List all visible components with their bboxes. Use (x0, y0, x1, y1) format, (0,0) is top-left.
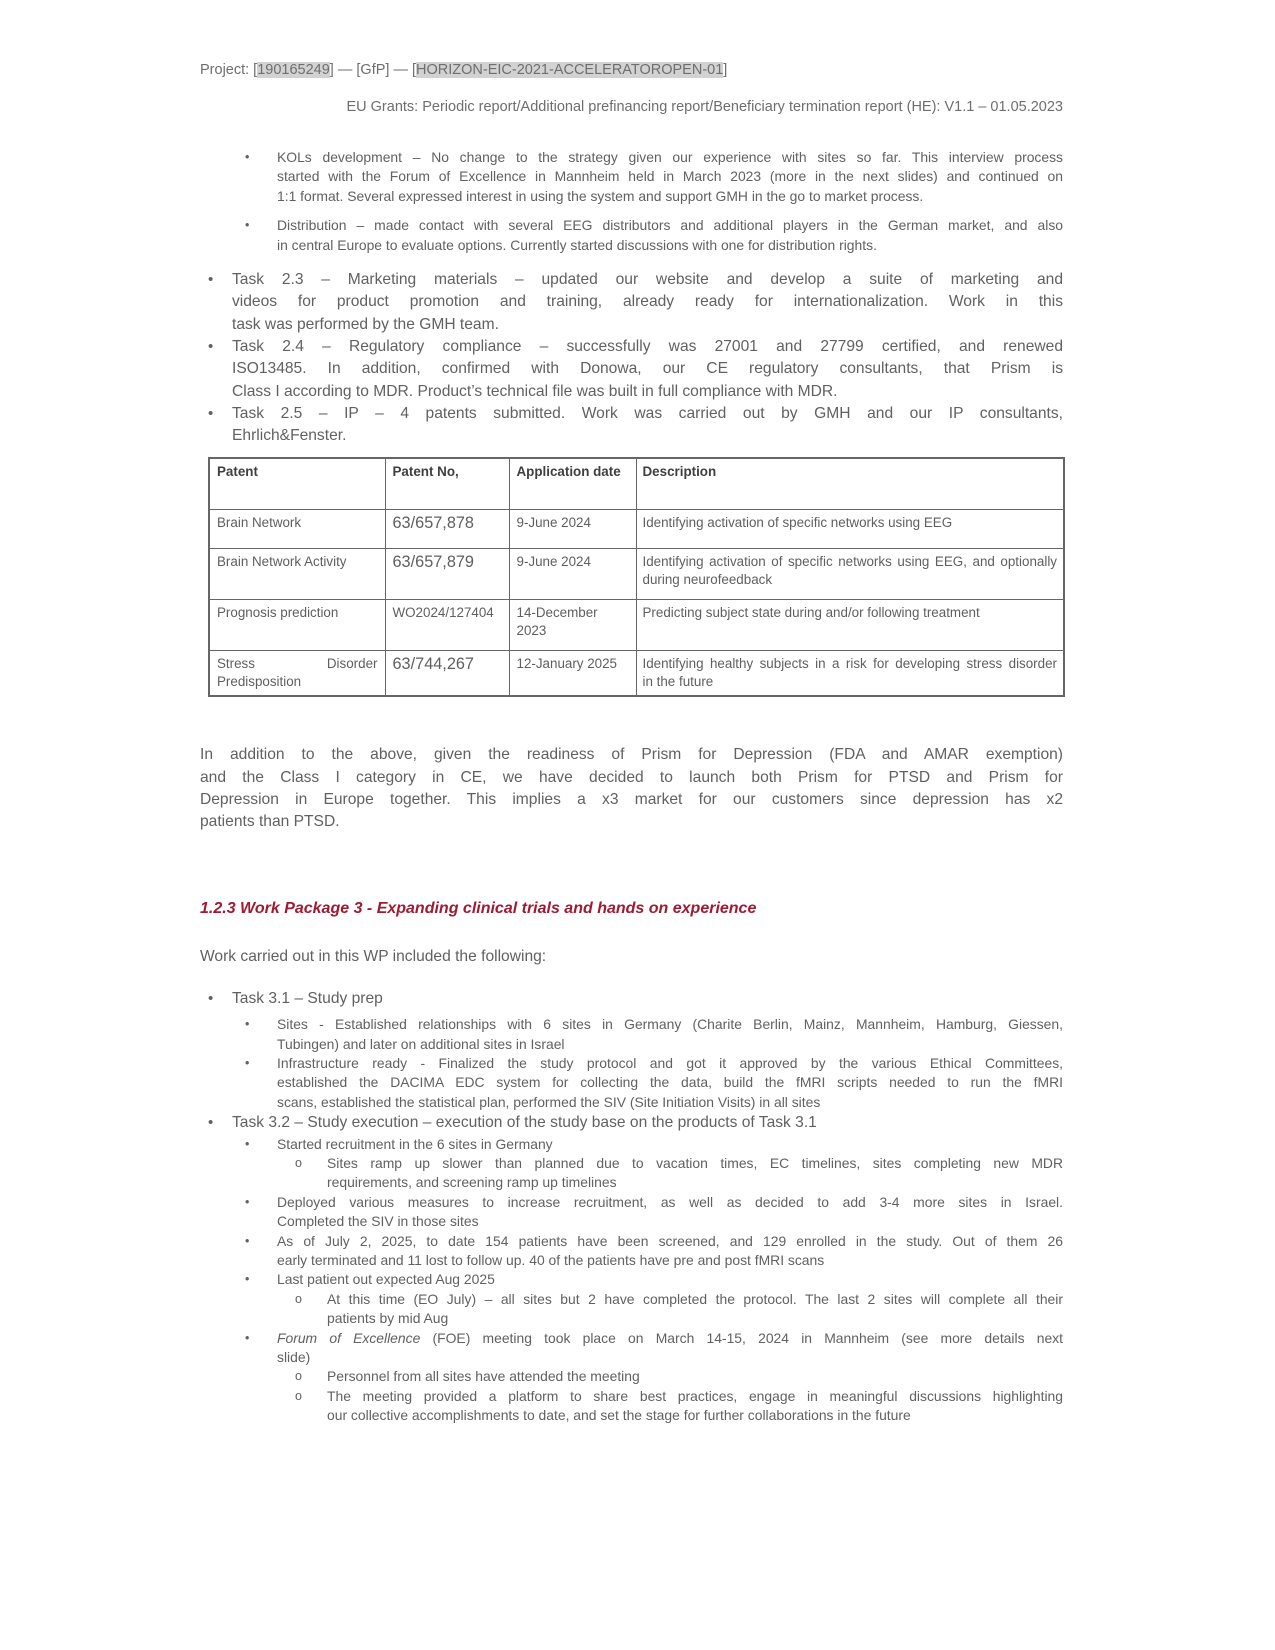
patent-no-cell: 63/744,267 (385, 651, 509, 697)
list-item-foe-meeting (200, 1329, 1063, 1368)
application-date-cell: 9-June 2024 (509, 549, 636, 600)
table-row (209, 510, 1064, 549)
bullet-icon: • (208, 271, 214, 289)
conclusion-paragraph (200, 744, 1063, 833)
list-item-meeting-platform (200, 1387, 1063, 1426)
header-separator: ] — [ (329, 62, 361, 78)
foe-italic-lead: Forum of Excellence (277, 1329, 421, 1346)
call-id-highlight: HORIZON-EIC-2021-ACCELERATOROPEN-01 (416, 62, 724, 78)
patent-cell (209, 651, 385, 697)
project-acronym: GfP (360, 62, 386, 78)
text-line: Depression in Europe together. This implies a x3 market for our customers since depression has x2 (200, 791, 1063, 808)
text-line: Ehrlich&Fenster. (232, 427, 347, 445)
text-line: in the future (642, 673, 714, 689)
text-line: task was performed by the GMH team. (232, 315, 499, 333)
application-date-cell: 14-December 2023 (509, 600, 636, 651)
list-item-personnel (200, 1367, 1063, 1386)
bullet-icon: • (245, 150, 250, 164)
patent-no-cell: WO2024/127404 (385, 600, 509, 651)
task-title: Task 3.1 – Study prep (232, 989, 383, 1007)
text-line: in central Europe to evaluate options. Currently started discussions with one for distribution rights. (277, 236, 877, 253)
wp3-intro: Work carried out in this WP included the following: (200, 947, 547, 965)
application-date-cell: 12-January 2025 (509, 651, 636, 697)
bullet-icon: • (245, 1136, 250, 1151)
text-line: Predicting subject state during and/or following treatment (642, 605, 980, 621)
list-item-task-3-1 (200, 988, 1063, 1010)
text-line: At this time (EO July) – all sites but 2 have completed the protocol. The last 2 sites will complete all their (327, 1290, 1063, 1307)
table-row (209, 600, 1064, 651)
list-text: Last patient out expected Aug 2025 (277, 1271, 495, 1288)
list-item-task-3-2 (200, 1112, 1063, 1134)
list-item-at-this-time (200, 1290, 1063, 1329)
description-cell (636, 651, 1064, 697)
description-cell (636, 600, 1064, 651)
table-header-row (209, 458, 1064, 510)
project-label: Project: [ (200, 62, 258, 78)
patent-cell: Prognosis prediction (209, 600, 385, 651)
bullet-icon: • (245, 1272, 250, 1287)
circle-bullet-icon: o (295, 1369, 302, 1384)
project-number-highlight: 190165249 (257, 62, 330, 78)
list-text (232, 403, 1063, 448)
patent-cell: Brain Network (209, 510, 385, 549)
text-line: Completed the SIV in those sites (277, 1213, 479, 1230)
table-header-patent: Patent (209, 458, 385, 510)
bullet-icon: • (208, 404, 214, 422)
text-line: Infrastructure ready - Finalized the study protocol and got it approved by the various Ethical Committees, (277, 1055, 1063, 1071)
list-item-sites-ramp (200, 1154, 1063, 1193)
header-separator: ] — [ (385, 62, 417, 78)
text-line: Sites ramp up slower than planned due to vacation times, EC timelines, sites completing new MDR (327, 1154, 1063, 1171)
list-item-last-patient (200, 1270, 1063, 1289)
list-text (327, 1154, 1063, 1193)
bullet-icon: • (245, 218, 250, 233)
text-line: The meeting provided a platform to share best practices, engage in meaningful discussions highlighting (327, 1387, 1063, 1404)
text-line: patients by mid Aug (327, 1310, 449, 1327)
list-text (277, 1193, 1063, 1232)
list-item-started-recruitment (200, 1135, 1063, 1154)
text-line: Stress Disorder (217, 656, 378, 672)
list-item-task-2-3 (200, 269, 1063, 336)
list-item-task-2-4 (200, 336, 1063, 403)
text-line: ISO13485. In addition, confirmed with Donowa, our CE regulatory consultants, that Prism is (232, 360, 1063, 378)
application-date-cell: 9-June 2024 (509, 510, 636, 549)
list-text (277, 1015, 1063, 1054)
bullet-icon: • (208, 989, 214, 1007)
text-line: Predisposition (217, 673, 302, 689)
text-line: our collective accomplishments to date, and set the stage for further collaborations in the future (327, 1407, 911, 1424)
text-line: Identifying activation of specific networks using EEG, and optionally (642, 554, 1057, 570)
list-text (277, 148, 1063, 206)
text-line (277, 1329, 1063, 1348)
list-item-task-2-5 (200, 403, 1063, 448)
text-line: Sites - Established relationships with 6 sites in Germany (Charite Berlin, Mainz, Mannheim, Hamburg, Giessen, (277, 1016, 1063, 1033)
bullet-icon: • (245, 1194, 250, 1209)
bullet-icon: • (245, 1056, 250, 1070)
patent-no-cell: 63/657,879 (385, 549, 509, 600)
description-cell (636, 549, 1064, 600)
list-text (327, 1290, 1063, 1329)
bullet-icon: • (245, 1330, 250, 1345)
text-line: 1:1 format. Several expressed interest in using the system and support GMH in the go to market process. (277, 187, 924, 204)
text-line: Distribution – made contact with several EEG distributors and additional players in the German market, and also (277, 217, 1063, 234)
text-line: Class I according to MDR. Product’s technical file was built in full compliance with MDR. (232, 382, 838, 400)
bullet-icon: • (208, 337, 214, 355)
text-line: started with the Forum of Excellence in Mannheim held in March 2023 (more in the next slides) and continued on (277, 168, 1063, 185)
table-header-description: Description (636, 458, 1064, 510)
list-item-as-of-july (200, 1232, 1063, 1271)
list-item-sites (200, 1015, 1063, 1054)
task-title: Task 3.2 – Study execution – execution of the study base on the products of Task 3.1 (232, 1114, 817, 1132)
text-line: requirements, and screening ramp up timelines (327, 1174, 617, 1191)
text-line: Identifying activation of specific networks using EEG (642, 515, 953, 531)
text-line: and the Class I category in CE, we have decided to launch both Prism for PTSD and Prism for (200, 768, 1063, 786)
circle-bullet-icon: o (295, 1155, 302, 1170)
list-text (232, 269, 1063, 336)
text-line: KOLs development – No change to the strategy given our experience with sites so far. This interview process (277, 149, 1063, 165)
list-item-distribution (200, 216, 1063, 255)
text-line: during neurofeedback (642, 571, 773, 587)
document-content (200, 0, 1063, 1426)
text-line: As of July 2, 2025, to date 154 patients have been screened, and 129 enrolled in the study. Out of them 26 (277, 1232, 1063, 1249)
list-text (277, 1232, 1063, 1271)
list-text (277, 216, 1063, 255)
text-line: In addition to the above, given the readiness of Prism for Depression (FDA and AMAR exemption) (200, 746, 1063, 764)
text-line: Tubingen) and later on additional sites in Israel (277, 1035, 565, 1052)
text-line: videos for product promotion and training, already ready for internationalization. Work in this (232, 293, 1063, 311)
table-header-patent-no: Patent No, (385, 458, 509, 510)
list-item-kols (200, 148, 1063, 206)
list-text: Started recruitment in the 6 sites in Germany (277, 1135, 553, 1152)
wp3-section-heading: 1.2.3 Work Package 3 - Expanding clinical trials and hands on experience (200, 899, 757, 917)
text-line: Task 2.3 – Marketing materials – updated our website and develop a suite of marketing and (232, 271, 1063, 289)
report-type-line: EU Grants: Periodic report/Additional prefinancing report/Beneficiary termination report (HE): V1.1 – 01.05.2023 (346, 99, 1063, 115)
text-line: scans, established the statistical plan, performed the SIV (Site Initiation Visits) in all sites (277, 1093, 821, 1110)
text-line: slide) (277, 1348, 311, 1365)
text-line: patients than PTSD. (200, 813, 340, 831)
table-row (209, 549, 1064, 600)
text-line: Task 2.5 – IP – 4 patents submitted. Work was carried out by GMH and our IP consultants, (232, 404, 1063, 422)
patent-cell: Brain Network Activity (209, 549, 385, 600)
text-line: early terminated and 11 lost to follow up. 40 of the patients have pre and post fMRI scans (277, 1251, 825, 1268)
text-line: Deployed various measures to increase recruitment, as well as decided to add 3-4 more sites in Israel. (277, 1193, 1063, 1210)
list-text (232, 336, 1063, 403)
list-item-infrastructure (200, 1054, 1063, 1112)
list-text: Personnel from all sites have attended the meeting (327, 1368, 640, 1385)
circle-bullet-icon: o (295, 1388, 302, 1403)
bullet-icon: • (245, 1017, 250, 1032)
list-text (277, 1329, 1063, 1368)
table-row (209, 651, 1064, 697)
text-line: Task 2.4 – Regulatory compliance – successfully was 27001 and 27799 certified, and renewed (232, 337, 1063, 355)
patent-no-cell: 63/657,878 (385, 510, 509, 549)
bullet-icon: • (208, 1114, 214, 1132)
project-header-line (200, 60, 1063, 81)
table-header-application-date: Application date (509, 458, 636, 510)
list-item-deployed (200, 1193, 1063, 1232)
patent-table (208, 457, 1065, 697)
text-line: established the DACIMA EDC system for collecting the data, build the fMRI scripts needed to run the fMRI (277, 1074, 1063, 1091)
description-cell (636, 510, 1064, 549)
circle-bullet-icon: o (295, 1291, 302, 1306)
list-text (277, 1054, 1063, 1112)
foe-rest: (FOE) meeting took place on March 14-15, 2024 in Mannheim (see more details next (420, 1329, 1063, 1346)
bullet-icon: • (245, 1233, 250, 1248)
header-suffix: ] (723, 62, 728, 78)
list-text (327, 1387, 1063, 1426)
text-line: Identifying healthy subjects in a risk for developing stress disorder (642, 656, 1057, 672)
